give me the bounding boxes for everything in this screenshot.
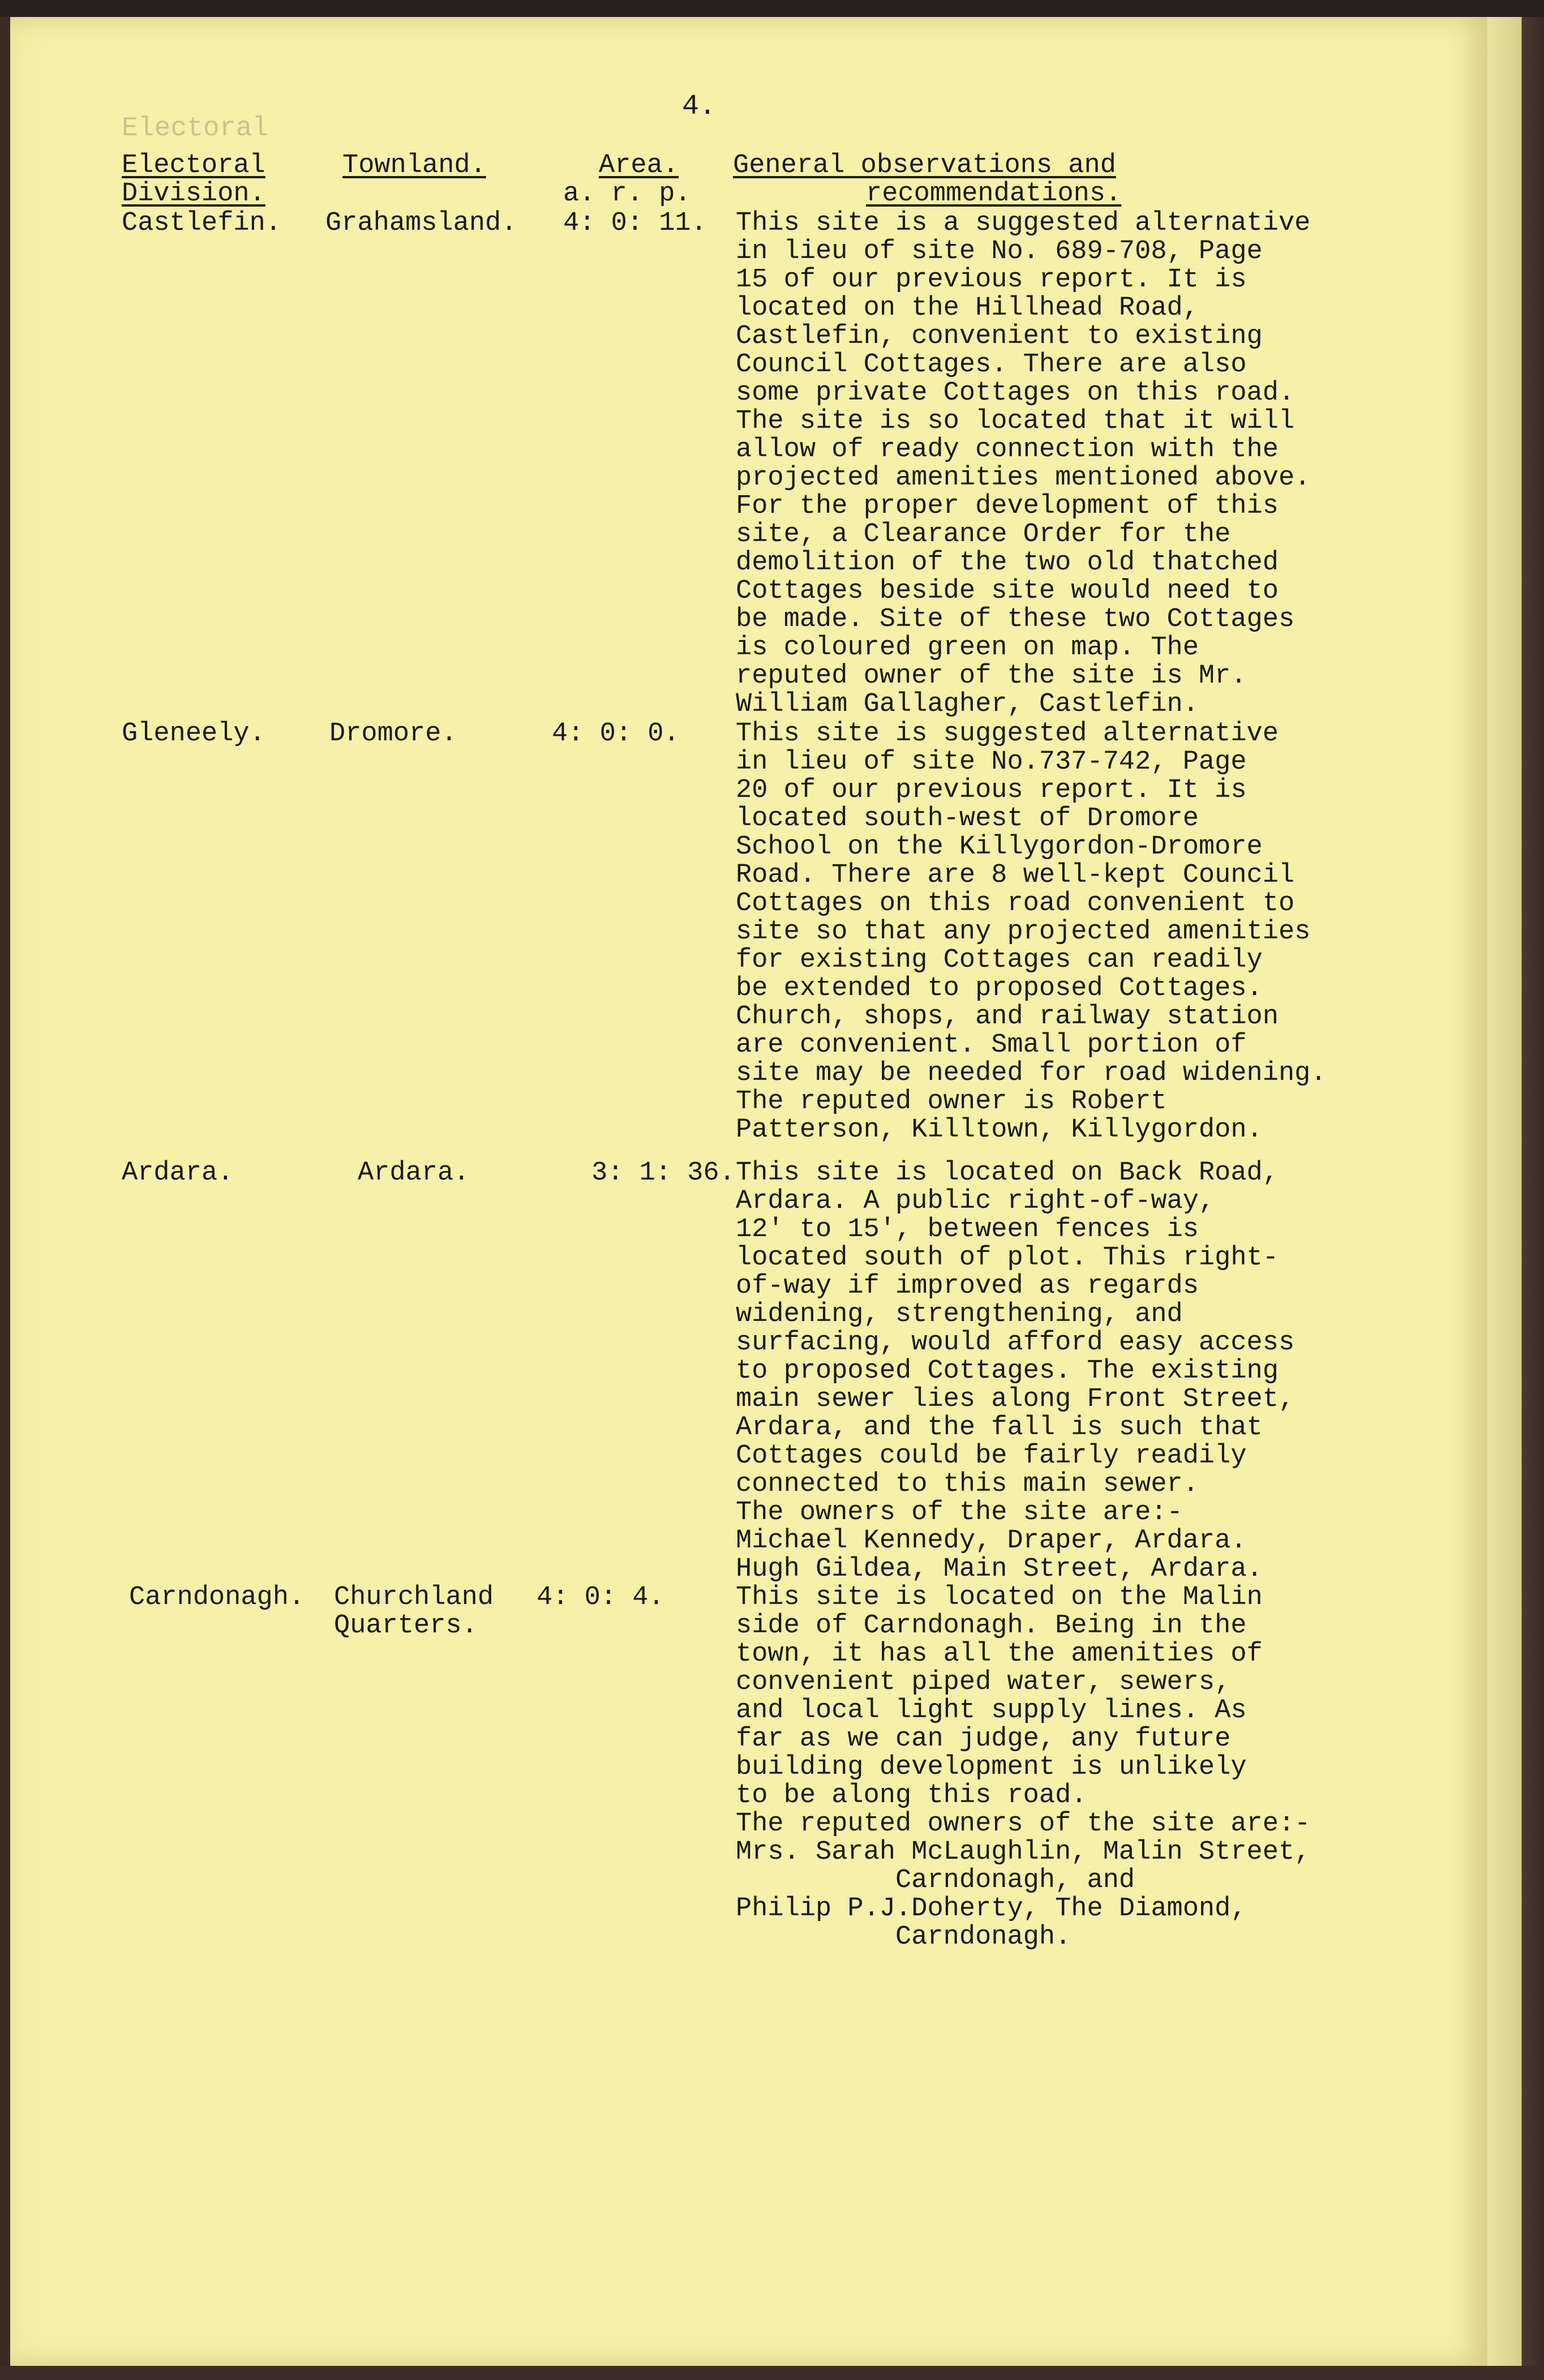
header-division-line2: Division.: [122, 179, 265, 209]
observation-line: widening, strengthening, and: [736, 1300, 1183, 1330]
header-area: Area.: [599, 151, 679, 181]
observation-line: is coloured green on map. The: [736, 633, 1199, 663]
observation-line: Church, shops, and railway station: [736, 1002, 1279, 1032]
row-division: Carndonagh.: [129, 1583, 305, 1613]
observation-line: This site is suggested alternative: [736, 719, 1279, 749]
observation-line: connected to this main sewer.: [736, 1469, 1199, 1499]
observation-line: Ardara, and the fall is such that: [736, 1413, 1263, 1443]
header-observations-line2: recommendations.: [866, 179, 1122, 209]
observation-line: to be along this road.: [736, 1781, 1087, 1811]
row-area: 4: 0: 4.: [537, 1583, 664, 1613]
observation-line: William Gallagher, Castlefin.: [736, 689, 1199, 719]
observation-line: surfacing, would afford easy access: [736, 1328, 1295, 1358]
row-townland: Churchland: [334, 1583, 494, 1613]
observation-line: be extended to proposed Cottages.: [736, 974, 1263, 1004]
observation-line: Carndonagh, and: [736, 1866, 1135, 1896]
observation-line: are convenient. Small portion of: [736, 1030, 1247, 1060]
row-area: 4: 0: 11.: [563, 208, 707, 238]
row-area: 4: 0: 0.: [552, 719, 680, 749]
row-townland-line2: Quarters.: [334, 1611, 478, 1641]
observation-line: The owners of the site are:-: [736, 1498, 1183, 1528]
faint-show-through-text: Electoral: [122, 113, 269, 144]
row-area: 3: 1: 36.: [591, 1158, 735, 1188]
observation-line: Castlefin, convenient to existing: [736, 321, 1263, 351]
header-townland: Townland.: [342, 151, 486, 181]
observation-line: The site is so located that it will: [736, 406, 1295, 436]
observation-line: in lieu of site No.737-742, Page: [736, 747, 1247, 777]
observation-line: of-way if improved as regards: [736, 1271, 1199, 1301]
observation-line: 20 of our previous report. It is: [736, 775, 1247, 805]
observation-line: For the proper development of this: [736, 491, 1279, 521]
observation-line: reputed owner of the site is Mr.: [736, 661, 1247, 691]
header-observations-line1: General observations and: [733, 151, 1116, 181]
row-observations: [736, 209, 1460, 719]
observation-line: site may be needed for road widening.: [736, 1058, 1327, 1088]
observation-line: Hugh Gildea, Main Street, Ardara.: [736, 1554, 1263, 1584]
observation-line: Philip P.J.Doherty, The Diamond,: [736, 1894, 1247, 1924]
row-townland: Ardara.: [358, 1158, 470, 1188]
observation-line: located south-west of Dromore: [736, 804, 1199, 834]
scan-top-edge: [0, 0, 1544, 17]
observation-line: some private Cottages on this road.: [736, 378, 1295, 408]
observation-line: Ardara. A public right-of-way,: [736, 1186, 1215, 1216]
page-binding-edge: [1487, 17, 1544, 2366]
observation-line: located south of plot. This right-: [736, 1243, 1279, 1273]
observation-line: School on the Killygordon-Dromore: [736, 832, 1263, 862]
observation-line: 15 of our previous report. It is: [736, 265, 1247, 295]
observation-line: far as we can judge, any future: [736, 1724, 1231, 1754]
observation-line: 12' to 15', between fences is: [736, 1215, 1199, 1245]
observation-line: demolition of the two old thatched: [736, 548, 1279, 578]
observation-line: Patterson, Killtown, Killygordon.: [736, 1115, 1263, 1145]
observation-line: Cottages could be fairly readily: [736, 1441, 1247, 1471]
row-observations: [736, 1159, 1460, 1584]
observation-line: to proposed Cottages. The existing: [736, 1356, 1279, 1386]
observation-line: This site is a suggested alternative: [736, 208, 1311, 238]
row-townland: Grahamsland.: [325, 208, 517, 238]
row-division: Gleneely.: [122, 719, 265, 749]
observation-line: This site is located on the Malin: [736, 1583, 1263, 1613]
observation-line: site so that any projected amenities: [736, 917, 1311, 947]
observation-line: be made. Site of these two Cottages: [736, 604, 1295, 634]
observation-line: main sewer lies along Front Street,: [736, 1384, 1295, 1414]
row-townland: Dromore.: [329, 719, 457, 749]
observation-line: town, it has all the amenities of: [736, 1639, 1263, 1669]
observation-line: Michael Kennedy, Draper, Ardara.: [736, 1526, 1247, 1556]
observation-line: and local light supply lines. As: [736, 1696, 1247, 1726]
observation-line: convenient piped water, sewers,: [736, 1667, 1231, 1697]
observation-line: Cottages beside site would need to: [736, 576, 1279, 606]
header-area-units: a. r. p.: [563, 179, 691, 209]
observation-line: site, a Clearance Order for the: [736, 520, 1231, 550]
observation-line: The reputed owners of the site are:-: [736, 1809, 1311, 1839]
row-observations: [736, 720, 1460, 1144]
observation-line: projected amenities mentioned above.: [736, 463, 1311, 493]
observation-line: side of Carndonagh. Being in the: [736, 1611, 1247, 1641]
scan-bottom-edge: [0, 2366, 1544, 2380]
observation-line: Road. There are 8 well-kept Council: [736, 860, 1295, 890]
observation-line: Mrs. Sarah McLaughlin, Malin Street,: [736, 1837, 1311, 1867]
observation-line: Council Cottages. There are also: [736, 350, 1247, 380]
observation-line: Carndonagh.: [736, 1922, 1071, 1952]
observation-line: Cottages on this road convenient to: [736, 889, 1295, 919]
header-division-line1: Electoral: [122, 151, 265, 181]
observation-line: The reputed owner is Robert: [736, 1087, 1167, 1117]
row-observations: [736, 1584, 1460, 1952]
page-number: 4.: [682, 91, 717, 123]
observation-line: in lieu of site No. 689-708, Page: [736, 237, 1263, 267]
observation-line: for existing Cottages can readily: [736, 945, 1263, 975]
observation-line: building development is unlikely: [736, 1752, 1247, 1782]
observation-line: located on the Hillhead Road,: [736, 293, 1199, 323]
observation-line: This site is located on Back Road,: [736, 1158, 1279, 1188]
row-division: Ardara.: [122, 1158, 234, 1188]
row-division: Castlefin.: [122, 208, 282, 238]
observation-line: allow of ready connection with the: [736, 435, 1279, 465]
